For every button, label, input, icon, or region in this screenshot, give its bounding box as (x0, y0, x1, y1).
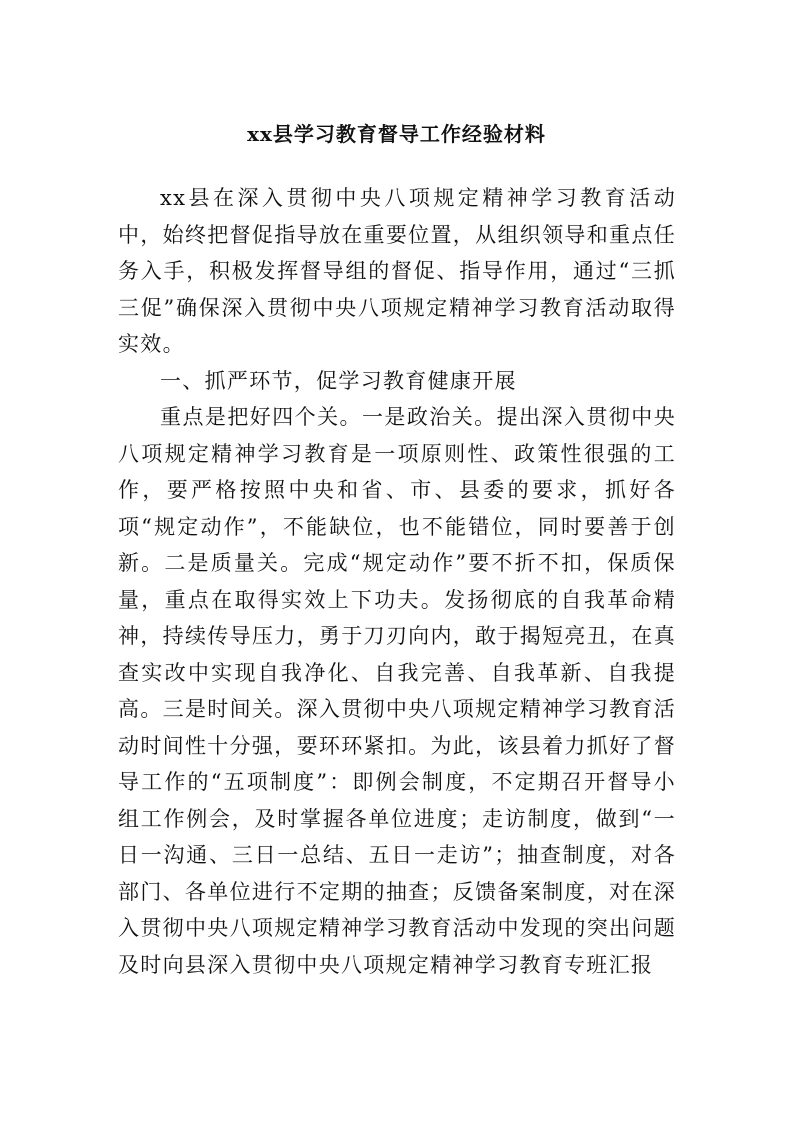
section-heading-1: 一、抓严环节，促学习教育健康开展 (160, 368, 517, 393)
document-body (118, 180, 676, 983)
document-title: xx县学习教育督导工作经验材料 (247, 122, 546, 146)
section-1-paragraph: 重点是把好四个关。一是政治关。提出深入贯彻中央八项规定精神学习教育是一项原则性、政策性很强的工作，要严格按照中央和省、市、县委的要求，抓好各项“规定动作”，不能缺位，也不能错位，同时要善于创新。二是质量关。完成“规定动作”要不折不扣，保质保量，重点在取得实效上下功夫。发扬彻底的自我革命精神，持续传导压力，勇于刀刃向内，敢于揭短亮丑，在真查实改中实现自我净化、自我完善、自我革新、自我提高。三是时间关。深入贯彻中央八项规定精神学习教育活动时间性十分强，要环环紧扣。为此，该县着力抓好了督导工作的“五项制度”：即例会制度，不定期召开督导小组工作例会，及时掌握各单位进度；走访制度，做到“一日一沟通、三日一总结、五日一走访”；抽查制度，对各部门、各单位进行不定期的抽查；反馈备案制度，对在深入贯彻中央八项规定精神学习教育活动中发现的突出问题及时向县深入贯彻中央八项规定精神学习教育专班汇报 (118, 405, 676, 977)
intro-paragraph: xx县在深入贯彻中央八项规定精神学习教育活动中，始终把督促指导放在重要位置，从组织领导和重点任务入手，积极发挥督导组的督促、指导作用，通过“三抓三促”确保深入贯彻中央八项规定精神学习教育活动取得实效。 (118, 186, 676, 356)
